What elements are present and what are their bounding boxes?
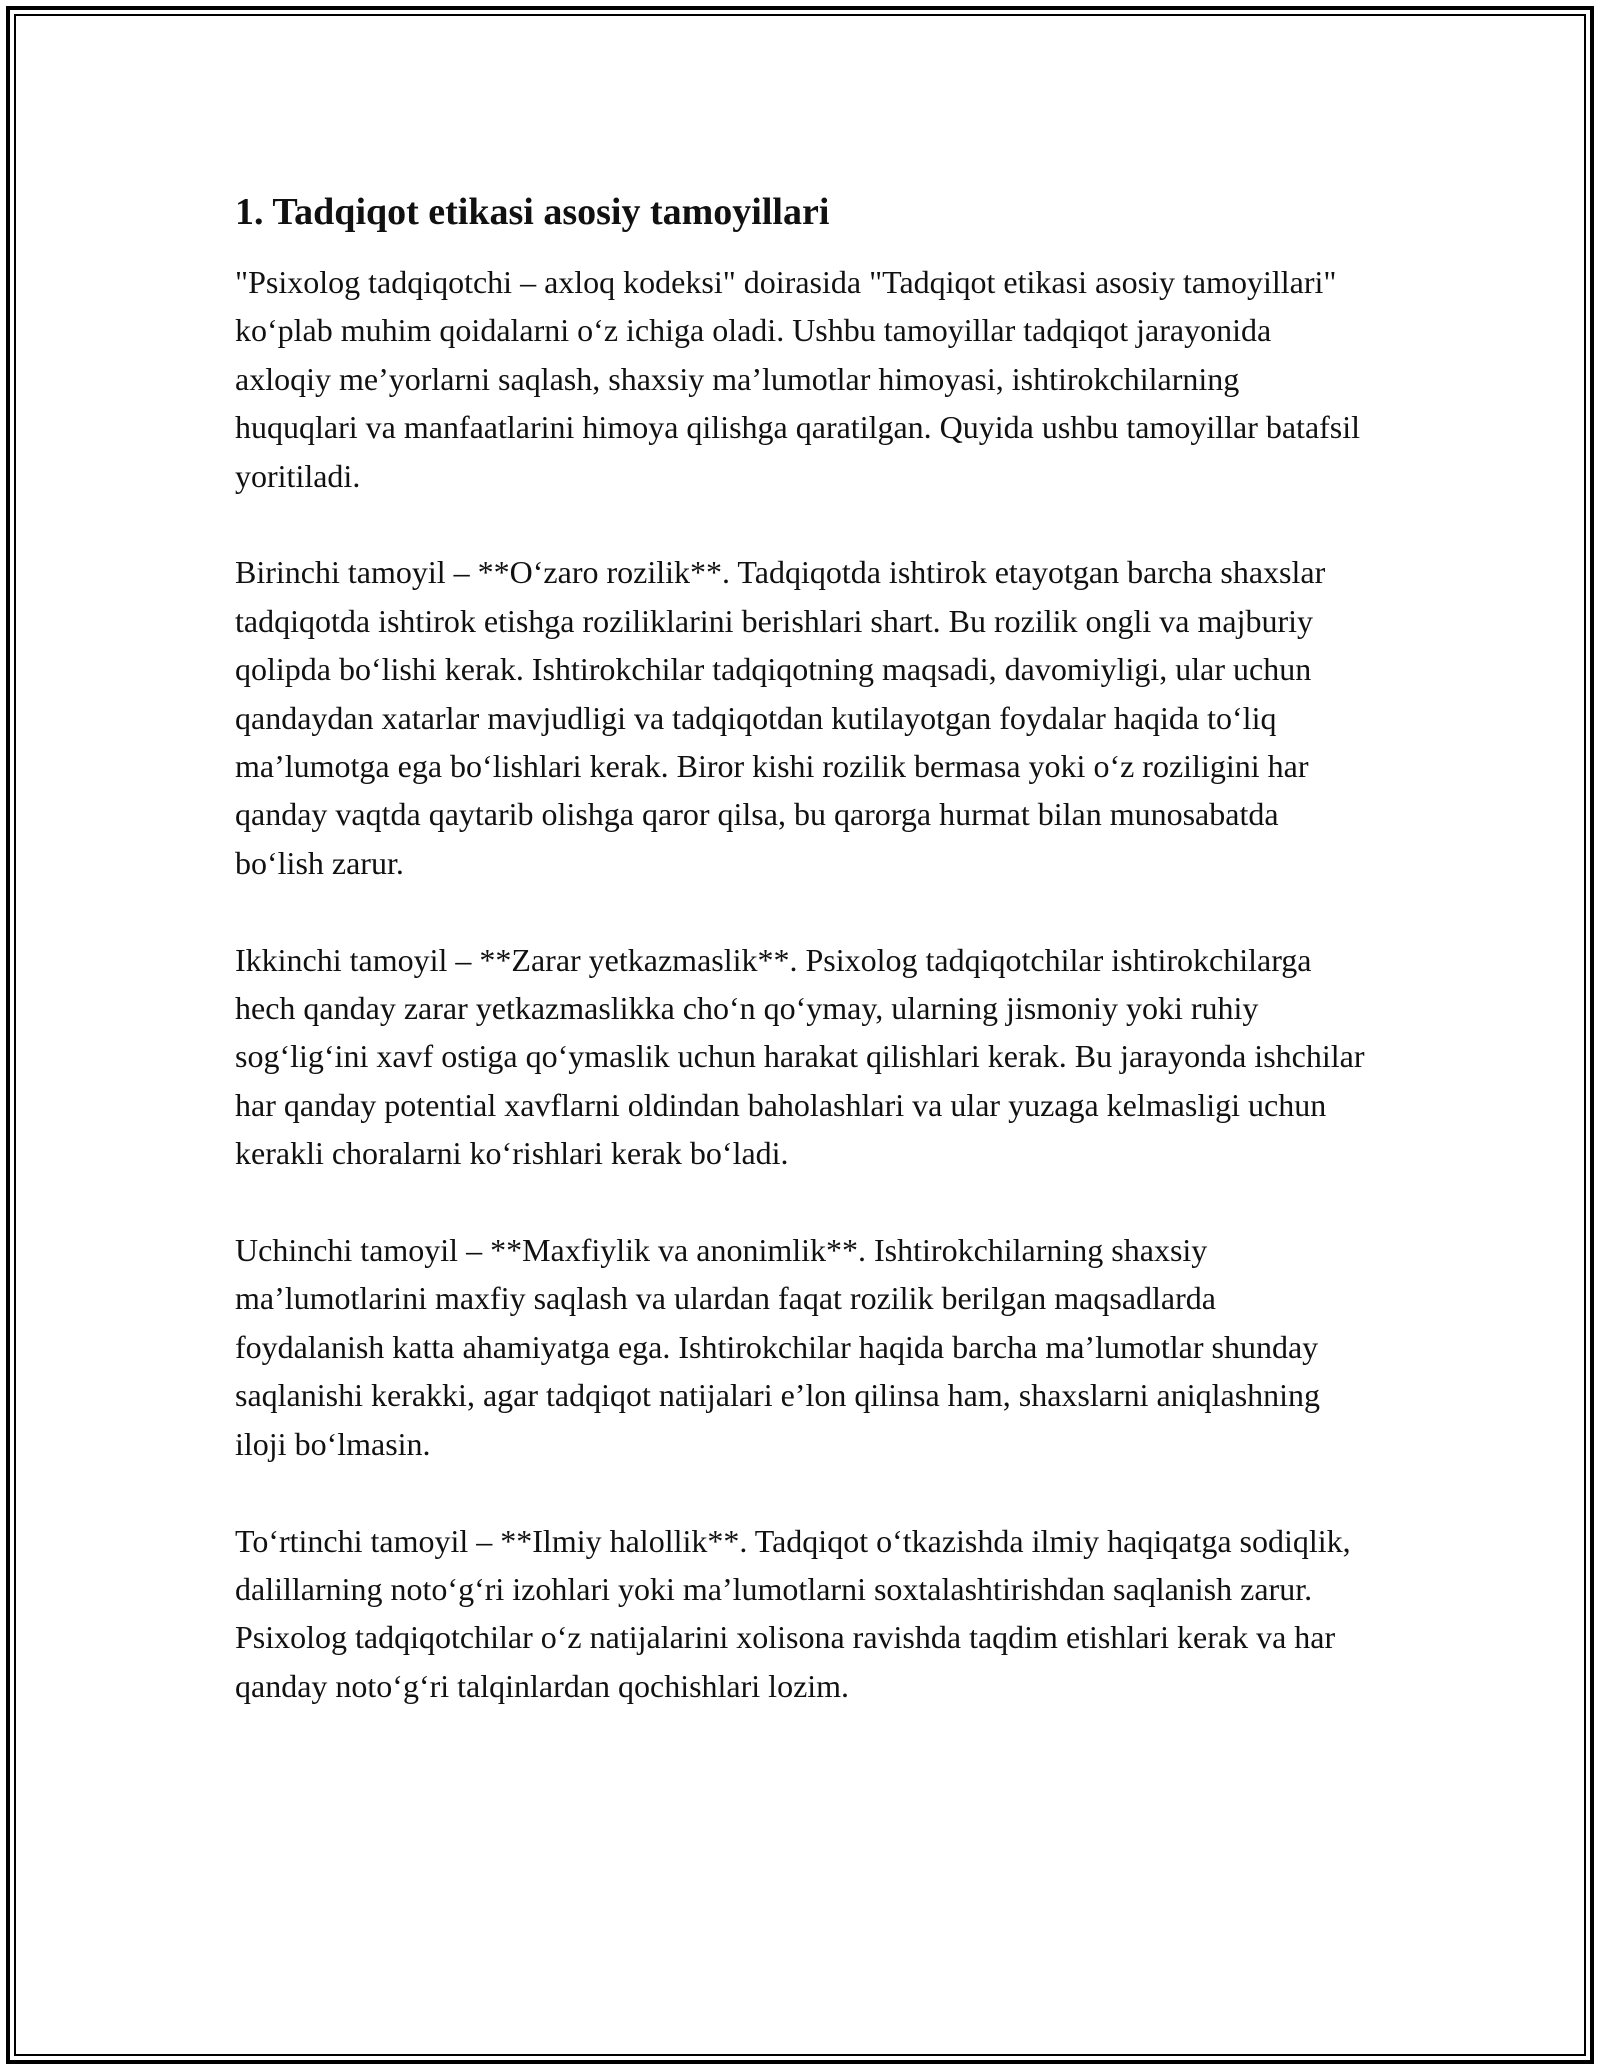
paragraph-principle-4: To‘rtinchi tamoyil – **Ilmiy halollik**. Tadqiqot o‘tkazishda ilmiy haqiqatga sodiqlik, dalillarning noto‘g‘ri izohlari yoki ma’lumotlarni soxtalashtirishdan saqlanish zarur. Psixolog tadqiqotchilar o‘z natijalarini xolisona ravishda taqdim etishlari kerak va har qanday noto‘g‘ri talqinlardan qochishlari lozim. — [235, 1522, 1351, 1704]
paragraph-principle-3: Uchinchi tamoyil – **Maxfiylik va anonimlik**. Ishtirokchilarning shaxsiy ma’lumotlarini maxfiy saqlash va ulardan faqat rozilik berilgan maqsadlarda foydalanish katta ahamiyatga ega. Ishtirokchilar haqida barcha ma’lumotlar shunday saqlanishi kerakki, agar tadqiqot natijalari e’lon qilinsa ham, shaxslarni aniqlashning iloji bo‘lmasin. — [235, 1232, 1321, 1462]
section-heading: 1. Tadqiqot etikasi asosiy tamoyillari — [235, 191, 830, 233]
paragraph-intro: "Psixolog tadqiqotchi – axloq kodeksi" doirasida "Tadqiqot etikasi asosiy tamoyillari" ko‘plab muhim qoidalarni o‘z ichiga oladi. Ushbu tamoyillar tadqiqot jarayonida axloqiy me’yorlarni saqlash, shaxsiy ma’lumotlar himoyasi, ishtirokchilarning huquqlari va manfaatlarini himoya qilishga qaratilgan. Quyida ushbu tamoyillar batafsil yoritiladi. — [235, 264, 1361, 494]
paragraph-principle-1: Birinchi tamoyil – **O‘zaro rozilik**. Tadqiqotda ishtirok etayotgan barcha shaxslar tadqiqotda ishtirok etishga roziliklarini berishlari shart. Bu rozilik ongli va majburiy qolipda bo‘lishi kerak. Ishtirokchilar tadqiqotning maqsadi, davomiyligi, ular uchun qandaydan xatarlar mavjudligi va tadqiqotdan kutilayotgan foydalar haqida to‘liq ma’lumotga ega bo‘lishlari kerak. Biror kishi rozilik bermasa yoki o‘z roziligini har qanday vaqtda qaytarib olishga qaror qilsa, bu qarorga hurmat bilan munosabatda bo‘lish zarur. — [235, 554, 1326, 881]
document-body — [235, 188, 1365, 1759]
paragraph-principle-2: Ikkinchi tamoyil – **Zarar yetkazmaslik**. Psixolog tadqiqotchilar ishtirokchilarga hech qanday zarar yetkazmaslikka cho‘n qo‘ymay, ularning jismoniy yoki ruhiy sog‘lig‘ini xavf ostiga qo‘ymaslik uchun harakat qilishlari kerak. Bu jarayonda ishchilar har qanday potential xavflarni oldindan baholashlari va ular yuzaga kelmasligi uchun kerakli choralarni ko‘rishlari kerak bo‘ladi. — [235, 941, 1365, 1172]
